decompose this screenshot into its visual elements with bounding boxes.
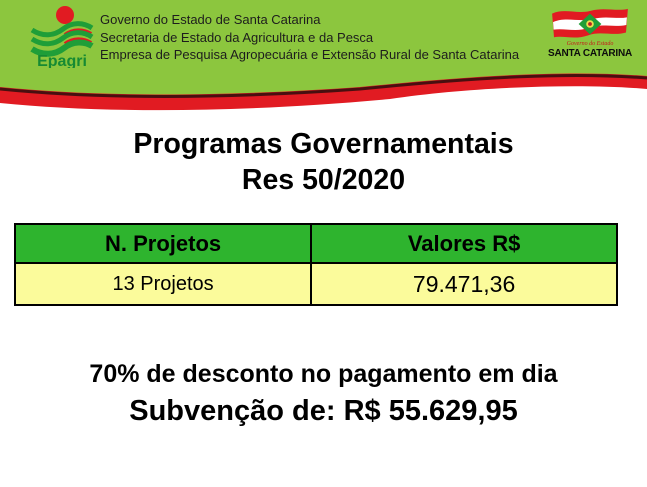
- flag-caption-small: Governo do Estado: [566, 41, 614, 47]
- epagri-logo-text: Epagri: [37, 53, 87, 68]
- sc-flag-icon: [549, 6, 631, 42]
- projects-table: [14, 223, 618, 306]
- footer-text: [0, 357, 647, 431]
- table-header-row: [15, 224, 617, 263]
- table-row: [15, 263, 617, 305]
- org-line-company: Empresa de Pesquisa Agropecuária e Extensão Rural de Santa Catarina: [100, 47, 520, 62]
- org-line-government: Governo do Estado de Santa Catarina: [100, 12, 321, 27]
- cell-projects-count: 13 Projetos: [15, 263, 311, 305]
- org-text: [100, 11, 519, 64]
- title-line-1: Programas Governamentais: [133, 128, 514, 160]
- title-line-2: Res 50/2020: [241, 164, 406, 196]
- discount-line: 70% de desconto no pagamento em dia: [89, 360, 558, 388]
- flag-caption-big: SANTA CATARINA: [547, 48, 633, 59]
- cell-total-value: 79.471,36: [311, 263, 617, 305]
- sc-government-logo: [542, 6, 638, 59]
- org-line-secretary: Secretaria de Estado da Agricultura e da Pesca: [100, 29, 374, 45]
- col-header-values: Valores R$: [311, 224, 617, 263]
- epagri-sun-icon: [56, 6, 74, 24]
- epagri-logo: [27, 4, 97, 68]
- col-header-projects: N. Projetos: [15, 224, 311, 263]
- page-title: [0, 126, 647, 198]
- subsidy-line: Subvenção de: R$ 55.629,95: [129, 395, 518, 427]
